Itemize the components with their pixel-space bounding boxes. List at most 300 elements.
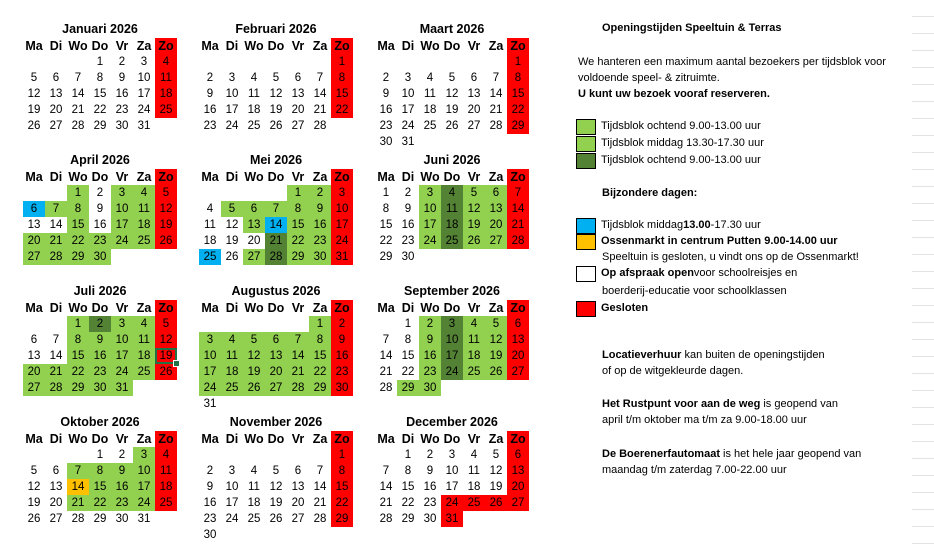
day-cell[interactable]: 17 [111,217,133,233]
day-cell[interactable]: 18 [155,479,177,495]
day-cell[interactable]: 22 [331,102,353,118]
day-cell[interactable]: 6 [52,72,60,84]
day-cell[interactable]: 24 [111,233,133,249]
day-cell[interactable]: 20 [265,364,287,380]
day-cell[interactable]: 6 [243,201,265,217]
day-cell[interactable]: 17 [137,88,151,100]
day-cell[interactable]: 19 [445,104,459,116]
day-cell[interactable]: 19 [27,104,41,116]
day-cell[interactable]: 25 [441,233,463,249]
day-cell[interactable]: 18 [441,217,463,233]
day-cell[interactable]: 24 [111,364,133,380]
day-cell[interactable]: 15 [309,348,331,364]
day-cell[interactable]: 28 [313,513,327,525]
day-cell[interactable]: 20 [507,348,529,364]
day-cell[interactable]: 21 [489,104,503,116]
day-cell[interactable]: 24 [331,233,353,249]
day-cell[interactable]: 17 [199,364,221,380]
day-cell[interactable]: 1 [96,56,104,68]
day-cell[interactable]: 9 [331,332,353,348]
day-cell[interactable]: 14 [313,481,327,493]
day-cell[interactable]: 11 [204,219,216,231]
day-cell[interactable]: 4 [133,185,155,201]
day-cell[interactable]: 24 [225,120,239,132]
day-cell[interactable]: 21 [379,366,393,378]
day-cell[interactable]: 3 [331,185,353,201]
day-cell[interactable]: 20 [49,104,63,116]
day-cell[interactable]: 10 [225,88,239,100]
day-cell[interactable]: 20 [291,104,305,116]
day-cell[interactable]: 25 [463,495,485,511]
day-cell[interactable]: 3 [133,447,155,463]
day-cell[interactable]: 18 [203,235,217,247]
day-cell[interactable]: 2 [426,449,434,461]
day-cell[interactable]: 17 [225,497,239,509]
day-cell[interactable]: 18 [133,348,155,364]
day-cell[interactable]: 22 [309,364,331,380]
day-cell[interactable]: 19 [27,497,41,509]
day-cell[interactable]: 29 [401,513,415,525]
day-cell[interactable]: 25 [221,380,243,396]
day-cell[interactable]: 19 [155,217,177,233]
day-cell[interactable]: 16 [115,88,129,100]
day-cell[interactable]: 16 [111,479,133,495]
day-cell[interactable]: 22 [401,366,415,378]
day-cell[interactable]: 13 [507,463,529,479]
day-cell[interactable]: 16 [331,348,353,364]
day-cell[interactable]: 29 [93,513,107,525]
day-cell[interactable]: 28 [71,120,85,132]
day-cell[interactable]: 17 [331,217,353,233]
day-cell[interactable]: 21 [265,233,287,249]
day-cell[interactable]: 9 [426,465,434,477]
day-cell[interactable]: 21 [71,104,85,116]
day-cell[interactable]: 5 [463,185,485,201]
day-cell[interactable]: 1 [67,316,89,332]
day-cell[interactable]: 24 [225,513,239,525]
day-cell[interactable]: 3 [404,72,412,84]
day-cell[interactable]: 16 [93,219,107,231]
day-cell[interactable]: 7 [52,334,60,346]
day-cell[interactable]: 21 [287,364,309,380]
day-cell[interactable]: 10 [133,463,155,479]
day-cell[interactable]: 3 [448,449,456,461]
day-cell[interactable]: 24 [137,104,151,116]
day-cell[interactable]: 8 [331,463,353,479]
day-cell[interactable]: 22 [287,233,309,249]
day-cell[interactable]: 12 [155,201,177,217]
day-cell[interactable]: 24 [441,364,463,380]
day-cell[interactable]: 25 [199,249,221,265]
day-cell[interactable]: 19 [225,235,239,247]
day-cell[interactable]: 28 [45,249,67,265]
day-cell[interactable]: 4 [221,332,243,348]
day-cell[interactable]: 15 [93,88,107,100]
day-cell[interactable]: 22 [67,233,89,249]
day-cell[interactable]: 20 [291,497,305,509]
day-cell[interactable]: 26 [155,233,177,249]
day-cell[interactable]: 1 [382,187,390,199]
day-cell[interactable]: 4 [155,447,177,463]
day-cell[interactable]: 3 [228,465,236,477]
day-cell[interactable]: 29 [67,380,89,396]
day-cell[interactable]: 14 [313,88,327,100]
day-cell[interactable]: 23 [423,497,437,509]
day-cell[interactable]: 20 [507,479,529,495]
day-cell[interactable]: 28 [379,382,393,394]
day-cell[interactable]: 11 [463,332,485,348]
day-cell[interactable]: 12 [445,88,459,100]
day-cell[interactable]: 6 [23,201,45,217]
day-cell[interactable]: 24 [419,233,441,249]
day-cell[interactable]: 2 [309,185,331,201]
day-cell[interactable]: 2 [89,316,111,332]
day-cell[interactable]: 4 [441,185,463,201]
day-cell[interactable]: 9 [96,203,104,215]
day-cell[interactable]: 3 [228,72,236,84]
day-cell[interactable]: 1 [507,54,529,70]
day-cell[interactable]: 7 [74,72,82,84]
day-cell[interactable]: 25 [133,364,155,380]
day-cell[interactable]: 26 [27,120,41,132]
day-cell[interactable]: 17 [419,217,441,233]
day-cell[interactable]: 13 [265,348,287,364]
day-cell[interactable]: 9 [309,201,331,217]
day-cell[interactable]: 25 [155,495,177,511]
day-cell[interactable]: 14 [287,348,309,364]
day-cell[interactable]: 7 [287,332,309,348]
day-cell[interactable]: 26 [225,251,239,263]
day-cell[interactable]: 29 [93,120,107,132]
day-cell[interactable]: 5 [30,465,38,477]
day-cell[interactable]: 29 [331,511,353,527]
day-cell[interactable]: 15 [287,217,309,233]
day-cell[interactable]: 4 [206,203,214,215]
day-cell[interactable]: 25 [423,120,437,132]
day-cell[interactable]: 12 [243,348,265,364]
day-cell[interactable]: 12 [27,481,41,493]
day-cell[interactable]: 16 [401,219,415,231]
day-cell[interactable]: 5 [272,72,280,84]
day-cell[interactable]: 27 [243,249,265,265]
day-cell[interactable]: 13 [49,481,63,493]
day-cell[interactable]: 6 [294,72,302,84]
day-cell[interactable]: 14 [49,219,63,231]
day-cell[interactable]: 23 [331,364,353,380]
day-cell[interactable]: 8 [89,463,111,479]
day-cell[interactable]: 27 [49,513,63,525]
day-cell[interactable]: 26 [463,233,485,249]
day-cell[interactable]: 25 [247,513,261,525]
day-cell[interactable]: 21 [45,364,67,380]
day-cell[interactable]: 18 [247,104,261,116]
day-cell[interactable]: 5 [272,465,280,477]
day-cell[interactable]: 17 [401,104,415,116]
day-cell[interactable]: 26 [485,364,507,380]
day-cell[interactable]: 6 [507,316,529,332]
day-cell[interactable]: 11 [133,201,155,217]
day-cell[interactable]: 13 [27,219,41,231]
day-cell[interactable]: 11 [248,88,260,100]
day-cell[interactable]: 25 [133,233,155,249]
day-cell[interactable]: 31 [401,136,415,148]
day-cell[interactable]: 26 [27,513,41,525]
day-cell[interactable]: 30 [89,249,111,265]
day-cell[interactable]: 16 [203,497,217,509]
day-cell[interactable]: 11 [155,463,177,479]
day-cell[interactable]: 26 [445,120,459,132]
day-cell[interactable]: 9 [419,332,441,348]
day-cell[interactable]: 12 [463,201,485,217]
day-cell[interactable]: 16 [419,348,441,364]
day-cell[interactable]: 28 [379,513,393,525]
day-cell[interactable]: 4 [426,72,434,84]
day-cell[interactable]: 28 [45,380,67,396]
day-cell[interactable]: 13 [291,481,305,493]
day-cell[interactable]: 11 [468,465,480,477]
day-cell[interactable]: 5 [243,332,265,348]
day-cell[interactable]: 4 [250,465,258,477]
day-cell[interactable]: 5 [30,72,38,84]
day-cell[interactable]: 15 [67,348,89,364]
day-cell[interactable]: 29 [287,249,309,265]
day-cell[interactable]: 7 [316,72,324,84]
day-cell[interactable]: 5 [448,72,456,84]
day-cell[interactable]: 10 [137,72,151,84]
day-cell[interactable]: 28 [265,249,287,265]
day-cell[interactable]: 22 [331,495,353,511]
day-cell[interactable]: 28 [287,380,309,396]
day-cell[interactable]: 25 [247,120,261,132]
day-cell[interactable]: 8 [331,70,353,86]
day-cell[interactable]: 28 [313,120,327,132]
day-cell[interactable]: 5 [221,201,243,217]
day-cell[interactable]: 1 [287,185,309,201]
day-cell[interactable]: 12 [27,88,41,100]
day-cell[interactable]: 6 [52,465,60,477]
day-cell[interactable]: 3 [111,316,133,332]
day-cell[interactable]: 15 [401,350,415,362]
day-cell[interactable]: 20 [485,217,507,233]
day-cell[interactable]: 4 [250,72,258,84]
day-cell[interactable]: 20 [23,364,45,380]
day-cell[interactable]: 5 [155,316,177,332]
day-cell[interactable]: 9 [118,72,126,84]
day-cell[interactable]: 19 [485,348,507,364]
day-cell[interactable]: 31 [331,249,353,265]
day-cell[interactable]: 1 [404,318,412,330]
day-cell[interactable]: 13 [291,88,305,100]
day-cell[interactable]: 29 [67,249,89,265]
day-cell[interactable]: 23 [89,364,111,380]
day-cell[interactable]: 29 [379,251,393,263]
day-cell[interactable]: 17 [133,479,155,495]
day-cell[interactable]: 2 [96,187,104,199]
day-cell[interactable]: 21 [313,497,327,509]
day-cell[interactable]: 1 [404,449,412,461]
day-cell[interactable]: 3 [419,185,441,201]
day-cell[interactable]: 28 [507,233,529,249]
day-cell[interactable]: 19 [489,481,503,493]
day-cell[interactable]: 8 [67,201,89,217]
day-cell[interactable]: 30 [419,380,441,396]
day-cell[interactable]: 21 [507,217,529,233]
day-cell[interactable]: 9 [404,203,412,215]
day-cell[interactable]: 23 [203,120,217,132]
day-cell[interactable]: 8 [404,465,412,477]
day-cell[interactable]: 27 [265,380,287,396]
day-cell[interactable]: 6 [470,72,478,84]
day-cell[interactable]: 1 [309,316,331,332]
day-cell[interactable]: 21 [379,497,393,509]
day-cell[interactable]: 17 [441,348,463,364]
day-cell[interactable]: 27 [49,120,63,132]
day-cell[interactable]: 10 [441,332,463,348]
day-cell[interactable]: 30 [89,380,111,396]
day-cell[interactable]: 27 [23,380,45,396]
day-cell[interactable]: 8 [287,201,309,217]
day-cell[interactable]: 1 [331,54,353,70]
day-cell[interactable]: 2 [404,187,412,199]
day-cell[interactable]: 18 [221,364,243,380]
day-cell[interactable]: 4 [463,316,485,332]
day-cell[interactable]: 30 [309,249,331,265]
day-cell[interactable]: 6 [30,334,38,346]
day-cell[interactable]: 3 [140,56,148,68]
day-cell[interactable]: 10 [401,88,415,100]
day-cell[interactable]: 16 [89,348,111,364]
day-cell[interactable]: 14 [265,217,287,233]
day-cell[interactable]: 5 [155,185,177,201]
day-cell[interactable]: 9 [206,88,214,100]
day-cell[interactable]: 26 [155,364,177,380]
day-cell[interactable]: 30 [203,529,217,541]
day-cell[interactable]: 21 [67,495,89,511]
day-cell[interactable]: 11 [248,481,260,493]
day-cell[interactable]: 31 [137,513,151,525]
day-cell[interactable]: 24 [133,495,155,511]
day-cell[interactable]: 7 [45,201,67,217]
day-cell[interactable]: 30 [115,513,129,525]
day-cell[interactable]: 2 [118,449,126,461]
day-cell[interactable]: 27 [467,120,481,132]
day-cell[interactable]: 1 [331,447,353,463]
day-cell[interactable]: 15 [379,219,393,231]
day-cell[interactable]: 23 [115,104,129,116]
day-cell[interactable]: 4 [133,316,155,332]
day-cell[interactable]: 3 [199,332,221,348]
day-cell[interactable]: 7 [507,185,529,201]
day-cell[interactable]: 7 [265,201,287,217]
day-cell[interactable]: 30 [331,380,353,396]
day-cell[interactable]: 10 [199,348,221,364]
day-cell[interactable]: 23 [419,364,441,380]
day-cell[interactable]: 21 [45,233,67,249]
day-cell[interactable]: 22 [89,495,111,511]
day-cell[interactable]: 3 [111,185,133,201]
day-cell[interactable]: 13 [243,217,265,233]
day-cell[interactable]: 14 [489,88,503,100]
day-cell[interactable]: 11 [155,70,177,86]
day-cell[interactable]: 12 [225,219,239,231]
day-cell[interactable]: 29 [507,118,529,134]
day-cell[interactable]: 20 [467,104,481,116]
day-cell[interactable]: 12 [489,465,503,477]
day-cell[interactable]: 20 [247,235,261,247]
day-cell[interactable]: 24 [441,495,463,511]
day-cell[interactable]: 27 [23,249,45,265]
day-cell[interactable]: 10 [419,201,441,217]
day-cell[interactable]: 27 [291,513,305,525]
day-cell[interactable]: 14 [71,88,85,100]
day-cell[interactable]: 16 [203,104,217,116]
day-cell[interactable]: 5 [485,316,507,332]
day-cell[interactable]: 23 [379,120,393,132]
day-cell[interactable]: 31 [137,120,151,132]
day-cell[interactable]: 14 [49,350,63,362]
day-cell[interactable]: 30 [401,251,415,263]
day-cell[interactable]: 4 [470,449,478,461]
day-cell[interactable]: 9 [89,332,111,348]
day-cell[interactable]: 23 [203,513,217,525]
day-cell[interactable]: 24 [199,380,221,396]
day-cell[interactable]: 23 [111,495,133,511]
day-cell[interactable]: 18 [247,497,261,509]
day-cell[interactable]: 17 [445,481,459,493]
day-cell[interactable]: 27 [507,364,529,380]
day-cell[interactable]: 19 [463,217,485,233]
day-cell[interactable]: 30 [379,136,393,148]
day-cell[interactable]: 25 [463,364,485,380]
day-cell[interactable]: 9 [206,481,214,493]
day-cell[interactable]: 22 [507,102,529,118]
day-cell[interactable]: 13 [27,350,41,362]
day-cell[interactable]: 16 [379,104,393,116]
day-cell[interactable]: 12 [485,332,507,348]
day-cell[interactable]: 15 [67,217,89,233]
day-cell[interactable]: 26 [243,380,265,396]
day-cell[interactable]: 12 [269,481,283,493]
day-cell[interactable]: 21 [313,104,327,116]
day-cell[interactable]: 24 [401,120,415,132]
day-cell[interactable]: 8 [404,334,412,346]
day-cell[interactable]: 2 [118,56,126,68]
day-cell[interactable]: 10 [331,201,353,217]
day-cell[interactable]: 19 [269,104,283,116]
day-cell[interactable]: 18 [133,217,155,233]
day-cell[interactable]: 31 [111,380,133,396]
day-cell[interactable]: 15 [331,86,353,102]
day-cell[interactable]: 3 [441,316,463,332]
day-cell[interactable]: 11 [133,332,155,348]
day-cell[interactable]: 12 [155,332,177,348]
day-cell[interactable]: 4 [155,54,177,70]
day-cell[interactable]: 16 [309,217,331,233]
day-cell[interactable]: 13 [49,88,63,100]
day-cell[interactable]: 23 [89,233,111,249]
day-cell[interactable]: 16 [423,481,437,493]
day-cell[interactable]: 10 [111,332,133,348]
day-cell[interactable]: 6 [507,447,529,463]
day-cell[interactable]: 10 [111,201,133,217]
day-cell[interactable]: 7 [492,72,500,84]
day-cell[interactable]: 9 [111,463,133,479]
day-cell[interactable]: 17 [111,348,133,364]
day-cell[interactable]: 2 [382,72,390,84]
day-cell[interactable]: 23 [401,235,415,247]
day-cell[interactable]: 8 [96,72,104,84]
day-cell[interactable]: 9 [382,88,390,100]
